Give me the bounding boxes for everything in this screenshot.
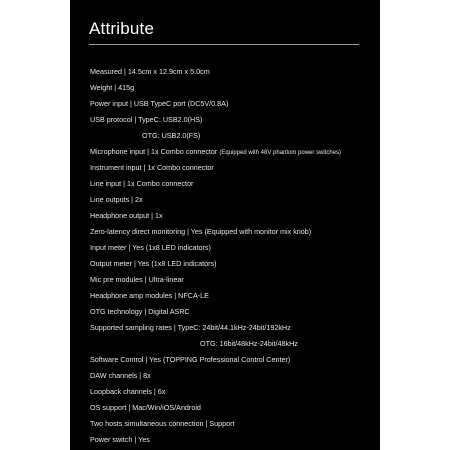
- list-item-sampling-rates: Supported sampling rates | TypeC: 24bit/44.1kHz-24bit/192kHz: [90, 323, 291, 332]
- list-item-sampling-rates-otg: [90, 338, 376, 354]
- list-item-loopback-channels: Loopback channels | 6x: [90, 387, 166, 396]
- title-divider: [89, 44, 359, 45]
- attribute-panel: [70, 0, 380, 450]
- list-item-usb-protocol-otg: [90, 130, 376, 146]
- list-item-headphone-output: Headphone output | 1x: [90, 211, 163, 220]
- list-item-instrument-input: Instrument input | 1x Combo connector: [90, 163, 214, 172]
- list-item-output-meter: Output meter | Yes (1x8 LED indicators): [90, 259, 217, 268]
- list-item-line-input: Line input | 1x Combo connector: [90, 179, 194, 188]
- list-item-power-input: Power input | USB TypeC port (DC5V/0.8A): [90, 99, 229, 108]
- attribute-list: [90, 66, 376, 450]
- list-item-line-outputs: Line outputs | 2x: [90, 195, 143, 204]
- list-item-direct-monitoring: Zero-latency direct monitoring | Yes (Equipped with monitor mix knob): [90, 227, 312, 236]
- list-item-two-hosts: Two hosts simultaneous connection | Support: [90, 419, 235, 428]
- list-item-daw-channels: DAW channels | 8x: [90, 371, 151, 380]
- microphone-input-note: (Equipped with 48V phantom power switches): [219, 150, 342, 156]
- list-item-microphone-input: [90, 146, 376, 162]
- usb-otg-text: OTG: USB2.0(FS): [142, 131, 201, 140]
- page-title: Attribute: [89, 19, 155, 38]
- list-item-usb-protocol: USB protocol | TypeC: USB2.0(HS): [90, 115, 203, 124]
- list-item-os-support: OS support | Mac/Win/iOS/Android: [90, 403, 201, 412]
- microphone-input-text: Microphone input | 1x Combo connector: [90, 147, 218, 156]
- list-item-software-control: Software Control | Yes (TOPPING Professional Control Center): [90, 355, 291, 364]
- list-item-weight: Weight | 415g: [90, 83, 135, 92]
- list-item-mic-pre: Mic pre modules | Ultra-linear: [90, 275, 184, 284]
- sampling-otg-text: OTG: 16bit/48kHz-24bit/48kHz: [200, 339, 298, 348]
- list-item-input-meter: Input meter | Yes (1x8 LED indicators): [90, 243, 211, 252]
- list-item-measured: Measured | 14.5cm x 12.9cm x 5.0cm: [90, 67, 210, 76]
- list-item-headphone-amp: Headphone amp modules | NFCA-LE: [90, 291, 209, 300]
- list-item-otg-technology: OTG technology | Digital ASRC: [90, 307, 190, 316]
- list-item-power-switch: Power switch | Yes: [90, 435, 150, 444]
